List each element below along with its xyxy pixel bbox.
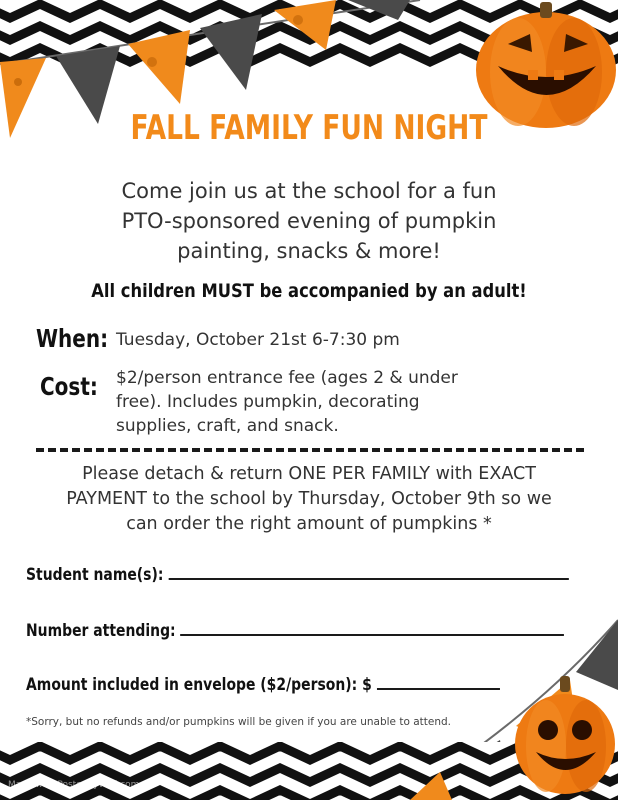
intro-line: PTO-sponsored evening of pumpkin xyxy=(121,209,497,233)
detach-divider xyxy=(36,448,584,452)
flyer-title: FALL FAMILY FUN NIGHT xyxy=(130,108,488,148)
when-text: Tuesday, October 21st 6-7:30 pm xyxy=(116,330,400,350)
event-intro xyxy=(60,176,558,266)
when-label: When: xyxy=(36,324,109,353)
intro-line: painting, snacks & more! xyxy=(177,239,441,263)
intro-line: Come join us at the school for a fun xyxy=(121,179,497,203)
jack-o-lantern-icon xyxy=(510,676,618,800)
detach-instructions xyxy=(20,462,598,537)
detach-line: can order the right amount of pumpkins * xyxy=(126,514,492,534)
pennant-orange xyxy=(274,0,336,50)
adult-requirement: All children MUST be accompanied by an adult! xyxy=(91,280,527,302)
refund-footnote: *Sorry, but no refunds and/or pumpkins will be given if you are unable to attend. xyxy=(26,716,452,728)
number-attending-label: Number attending: xyxy=(26,621,176,641)
pennant-orange xyxy=(0,58,46,138)
cost-text xyxy=(116,366,516,438)
pennant-gray xyxy=(200,14,262,90)
watermark: Made with PosterMyWall.com xyxy=(8,780,140,790)
amount-included-label: Amount included in envelope ($2/person): $ xyxy=(26,675,372,695)
student-name-label: Student name(s): xyxy=(26,565,164,585)
cost-line: $2/person entrance fee (ages 2 & under xyxy=(116,368,458,388)
cost-line: supplies, craft, and snack. xyxy=(116,416,339,436)
cost-label: Cost: xyxy=(40,372,98,401)
student-name-blank[interactable] xyxy=(168,564,568,580)
detach-line: PAYMENT to the school by Thursday, October 9th so we xyxy=(66,489,552,509)
student-name-field[interactable] xyxy=(26,564,569,585)
detach-line: Please detach & return ONE PER FAMILY with EXACT xyxy=(82,464,536,484)
pennant-orange xyxy=(128,30,190,104)
cost-line: free). Includes pumpkin, decorating xyxy=(116,392,420,412)
